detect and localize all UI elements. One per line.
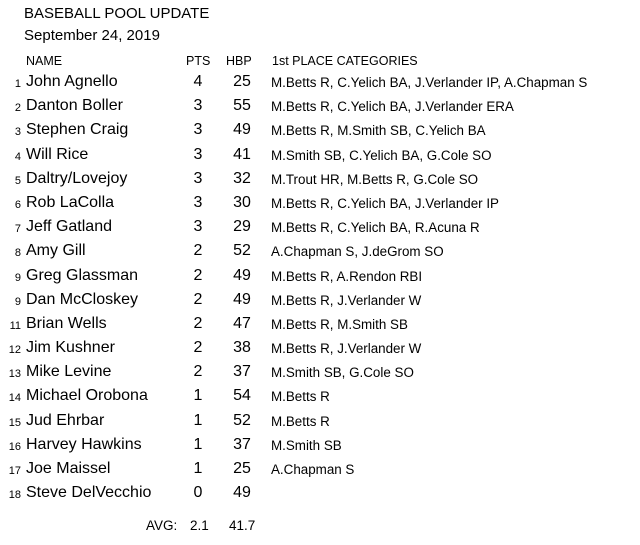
player-name: Steve DelVecchio xyxy=(26,484,152,502)
first-place-categories: A.Chapman S xyxy=(271,462,355,477)
first-place-categories: M.Betts R xyxy=(271,413,330,429)
first-place-categories: M.Smith SB xyxy=(271,437,342,453)
table-row xyxy=(0,143,640,167)
hbp-value: 30 xyxy=(233,193,251,211)
player-name: Rob LaColla xyxy=(26,193,115,211)
update-date: September 24, 2019 xyxy=(24,27,160,44)
first-place-categories: M.Smith SB, C.Yelich BA, G.Cole SO xyxy=(271,147,492,163)
table-row xyxy=(0,264,640,288)
points-value: 4 xyxy=(193,73,203,90)
rank-number: 14 xyxy=(8,392,21,405)
player-name: Jim Kushner xyxy=(26,339,115,357)
column-header-categories: 1st PLACE CATEGORIES xyxy=(272,54,418,68)
player-name: Amy Gill xyxy=(26,242,86,260)
first-place-categories: M.Betts R, J.Verlander W xyxy=(271,292,422,308)
hbp-value: 49 xyxy=(233,290,251,308)
hbp-value: 29 xyxy=(233,218,251,236)
hbp-value: 37 xyxy=(233,435,251,453)
hbp-value: 47 xyxy=(233,314,251,332)
player-name: Greg Glassman xyxy=(26,266,139,284)
table-row xyxy=(0,118,640,142)
rank-number: 18 xyxy=(8,489,21,502)
hbp-value: 25 xyxy=(233,73,251,90)
column-header-name: NAME xyxy=(26,54,63,68)
rank-number: 15 xyxy=(8,416,21,429)
hbp-value: 37 xyxy=(233,363,251,381)
player-name: Dan McCloskey xyxy=(26,290,139,308)
average-label: AVG: xyxy=(146,518,178,533)
points-value: 3 xyxy=(193,169,203,187)
points-value: 3 xyxy=(193,121,203,139)
first-place-categories: M.Betts R, C.Yelich BA, J.Verlander ERA xyxy=(271,99,514,115)
hbp-value: 32 xyxy=(233,169,251,187)
player-name: Will Rice xyxy=(26,145,89,163)
table-row xyxy=(0,384,640,408)
rank-number: 16 xyxy=(8,440,21,453)
first-place-categories: M.Trout HR, M.Betts R, G.Cole SO xyxy=(271,171,479,187)
table-row xyxy=(0,288,640,312)
rank-number: 11 xyxy=(9,319,21,332)
first-place-categories: M.Betts R, C.Yelich BA, J.Verlander IP, A.Chapman S xyxy=(271,75,588,90)
rank-number: 8 xyxy=(14,247,21,260)
points-value: 2 xyxy=(193,290,203,308)
player-name: Brian Wells xyxy=(26,314,107,332)
points-value: 1 xyxy=(193,435,203,453)
hbp-value: 55 xyxy=(233,97,251,115)
first-place-categories: M.Betts R, C.Yelich BA, R.Acuna R xyxy=(271,220,480,236)
rank-number: 6 xyxy=(14,198,21,211)
player-name: Danton Boller xyxy=(26,97,123,115)
rank-number: 1 xyxy=(14,78,21,90)
points-value: 3 xyxy=(193,218,203,236)
points-value: 2 xyxy=(193,266,203,284)
player-name: Joe Maissel xyxy=(26,460,111,477)
table-row xyxy=(0,360,640,384)
points-value: 3 xyxy=(193,97,203,115)
player-name: John Agnello xyxy=(26,73,118,90)
rank-number: 9 xyxy=(14,295,21,308)
hbp-value: 49 xyxy=(233,484,251,502)
hbp-value: 41 xyxy=(233,145,251,163)
points-value: 1 xyxy=(193,387,203,405)
points-value: 2 xyxy=(193,339,203,357)
table-row xyxy=(0,409,640,433)
points-value: 0 xyxy=(193,484,203,502)
page-title: BASEBALL POOL UPDATE xyxy=(24,5,210,22)
rank-number: 5 xyxy=(14,174,21,187)
table-row xyxy=(0,457,640,481)
points-value: 1 xyxy=(193,411,203,429)
table-row xyxy=(0,215,640,239)
player-name: Jud Ehrbar xyxy=(26,411,105,429)
player-name: Mike Levine xyxy=(26,363,112,381)
points-value: 3 xyxy=(193,193,203,211)
points-value: 3 xyxy=(193,145,203,163)
table-row xyxy=(0,191,640,215)
table-row xyxy=(0,481,640,505)
rank-number: 13 xyxy=(8,368,21,381)
column-header-pts: PTS xyxy=(186,54,211,68)
first-place-categories: A.Chapman S, J.deGrom SO xyxy=(271,244,444,260)
hbp-value: 54 xyxy=(233,387,251,405)
points-value: 1 xyxy=(193,460,203,477)
first-place-categories: M.Betts R, M.Smith SB, C.Yelich BA xyxy=(271,123,486,139)
first-place-categories: M.Betts R, C.Yelich BA, J.Verlander IP xyxy=(271,195,499,211)
table-row xyxy=(0,70,640,94)
rank-number: 4 xyxy=(14,150,21,163)
table-row xyxy=(0,239,640,263)
rank-number: 2 xyxy=(14,102,21,115)
player-name: Jeff Gatland xyxy=(26,218,112,236)
table-row xyxy=(0,336,640,360)
first-place-categories: M.Betts R, J.Verlander W xyxy=(271,341,422,357)
points-value: 2 xyxy=(193,242,203,260)
hbp-value: 38 xyxy=(233,339,251,357)
player-name: Michael Orobona xyxy=(26,387,148,405)
hbp-value: 49 xyxy=(233,266,251,284)
column-header-hbp: HBP xyxy=(226,54,252,68)
average-hbp: 41.7 xyxy=(229,518,256,533)
rank-number: 17 xyxy=(8,465,21,477)
rank-number: 12 xyxy=(8,344,21,357)
hbp-value: 52 xyxy=(233,242,251,260)
hbp-value: 52 xyxy=(233,411,251,429)
standings-table xyxy=(0,70,640,505)
player-name: Stephen Craig xyxy=(26,121,129,139)
hbp-value: 25 xyxy=(233,460,251,477)
points-value: 2 xyxy=(193,314,203,332)
first-place-categories: M.Betts R xyxy=(271,389,330,405)
average-pts: 2.1 xyxy=(190,518,209,533)
first-place-categories: M.Betts R, A.Rendon RBI xyxy=(271,268,423,284)
player-name: Daltry/Lovejoy xyxy=(26,169,128,187)
rank-number: 9 xyxy=(14,271,21,284)
hbp-value: 49 xyxy=(233,121,251,139)
points-value: 2 xyxy=(193,363,203,381)
rank-number: 3 xyxy=(14,126,21,139)
table-row xyxy=(0,312,640,336)
table-row xyxy=(0,94,640,118)
player-name: Harvey Hawkins xyxy=(26,435,142,453)
first-place-categories: M.Smith SB, G.Cole SO xyxy=(271,365,414,381)
rank-number: 7 xyxy=(14,223,21,236)
table-row xyxy=(0,167,640,191)
table-row xyxy=(0,433,640,457)
first-place-categories: M.Betts R, M.Smith SB xyxy=(271,316,408,332)
